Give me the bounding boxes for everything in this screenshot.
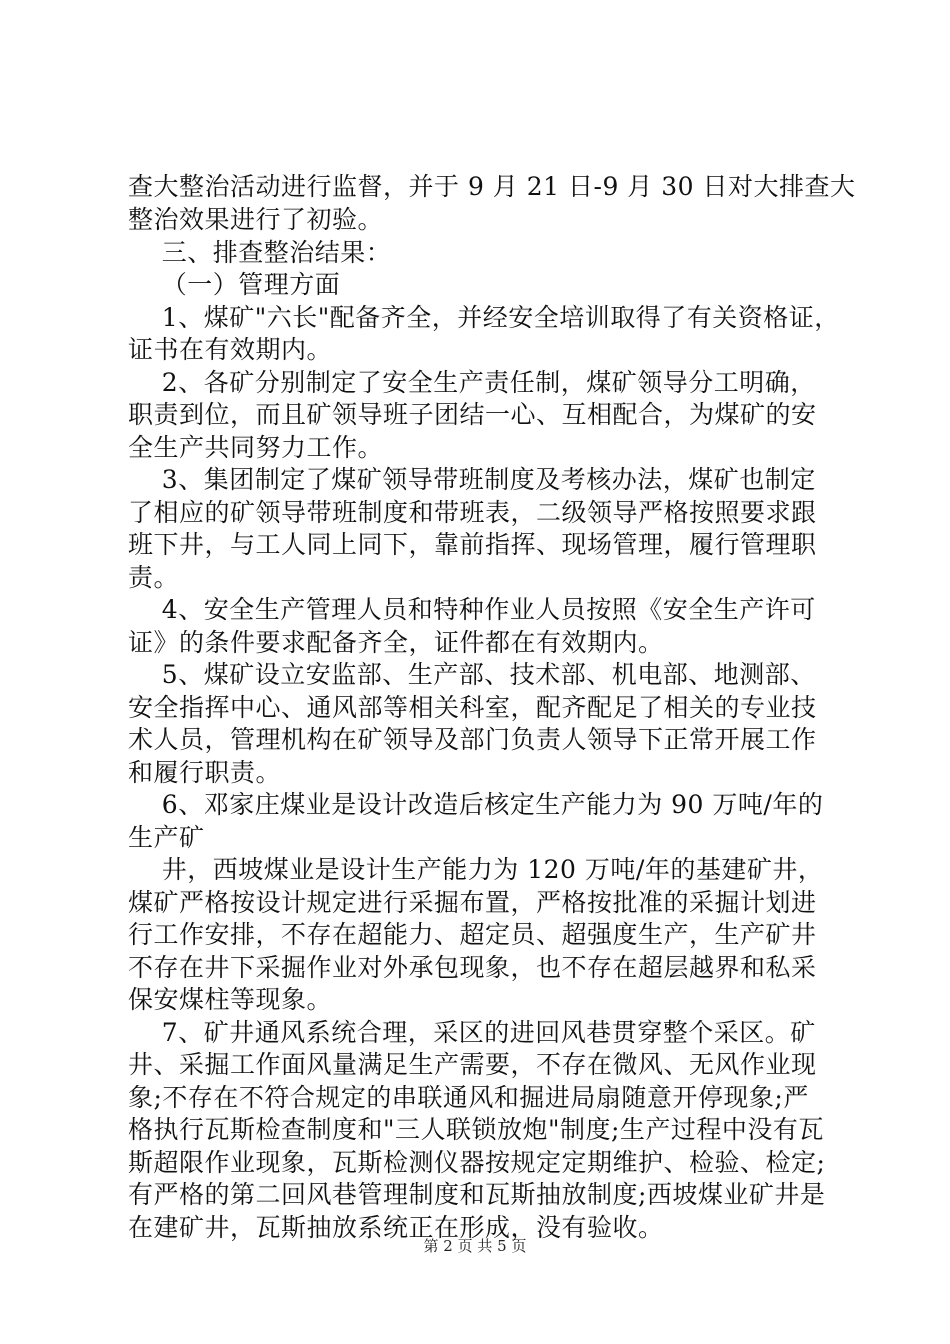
- text-line: 保安煤柱等现象。: [128, 985, 333, 1014]
- text-line: 生产矿: [128, 823, 205, 852]
- text-line: 和履行职责。: [128, 758, 282, 787]
- text-line: 职责到位，而且矿领导班子团结一心、互相配合，为煤矿的安: [128, 400, 817, 429]
- text-line: 4、安全生产管理人员和特种作业人员按照《安全生产许可: [128, 595, 816, 624]
- text-line: 查大整治活动进行监督，并于 9 月 21 日-9 月 30 日对大排查大: [128, 172, 856, 201]
- text-line: 象;不存在不符合规定的串联通风和掘进局扇随意开停现象;严: [128, 1083, 809, 1112]
- text-line: 斯超限作业现象，瓦斯检测仪器按规定定期维护、检验、检定;: [128, 1148, 826, 1177]
- text-line: 2、各矿分别制定了安全生产责任制，煤矿领导分工明确，: [128, 368, 816, 397]
- text-line: 行工作安排，不存在超能力、超定员、超强度生产，生产矿井: [128, 920, 817, 949]
- text-line: 证》的条件要求配备齐全，证件都在有效期内。: [128, 628, 664, 657]
- text-line: 井，西坡煤业是设计生产能力为 120 万吨/年的基建矿井，: [128, 855, 824, 884]
- text-line: 证书在有效期内。: [128, 335, 333, 364]
- text-line: 有严格的第二回风巷管理制度和瓦斯抽放制度;西坡煤业矿井是: [128, 1180, 826, 1209]
- text-line: 7、矿井通风系统合理，采区的进回风巷贯穿整个采区。矿: [128, 1018, 816, 1047]
- text-line: 井、采掘工作面风量满足生产需要，不存在微风、无风作业现: [128, 1050, 817, 1079]
- text-line: 格执行瓦斯检查制度和"三人联锁放炮"制度;生产过程中没有瓦: [128, 1115, 824, 1144]
- text-line: 术人员，管理机构在矿领导及部门负责人领导下正常开展工作: [128, 725, 817, 754]
- text-line: 3、集团制定了煤矿领导带班制度及考核办法，煤矿也制定: [128, 465, 816, 494]
- text-line: 整治效果进行了初验。: [128, 205, 384, 234]
- text-line: 在建矿井，瓦斯抽放系统正在形成，没有验收。: [128, 1213, 664, 1242]
- text-line: 煤矿严格按设计规定进行采掘布置，严格按批准的采掘计划进: [128, 888, 817, 917]
- text-line: 安全指挥中心、通风部等相关科室，配齐配足了相关的专业技: [128, 693, 817, 722]
- text-line: 班下井，与工人同上同下，靠前指挥、现场管理，履行管理职: [128, 530, 817, 559]
- text-line: 5、煤矿设立安监部、生产部、技术部、机电部、地测部、: [128, 660, 816, 689]
- subsection-heading: （一）管理方面: [128, 270, 341, 299]
- page-number-footer: 第 2 页 共 5 页: [423, 1237, 527, 1255]
- text-line: 6、邓家庄煤业是设计改造后核定生产能力为 90 万吨/年的: [128, 790, 824, 819]
- text-line: 了相应的矿领导带班制度和带班表，二级领导严格按照要求跟: [128, 498, 817, 527]
- text-line: 不存在井下采掘作业对外承包现象，也不存在超层越界和私采: [128, 953, 817, 982]
- text-line: 责。: [128, 563, 180, 592]
- text-line: 全生产共同努力工作。: [128, 433, 384, 462]
- text-line: 1、煤矿"六长"配备齐全，并经安全培训取得了有关资格证，: [128, 303, 840, 332]
- section-heading: 三、排查整治结果：: [128, 238, 392, 267]
